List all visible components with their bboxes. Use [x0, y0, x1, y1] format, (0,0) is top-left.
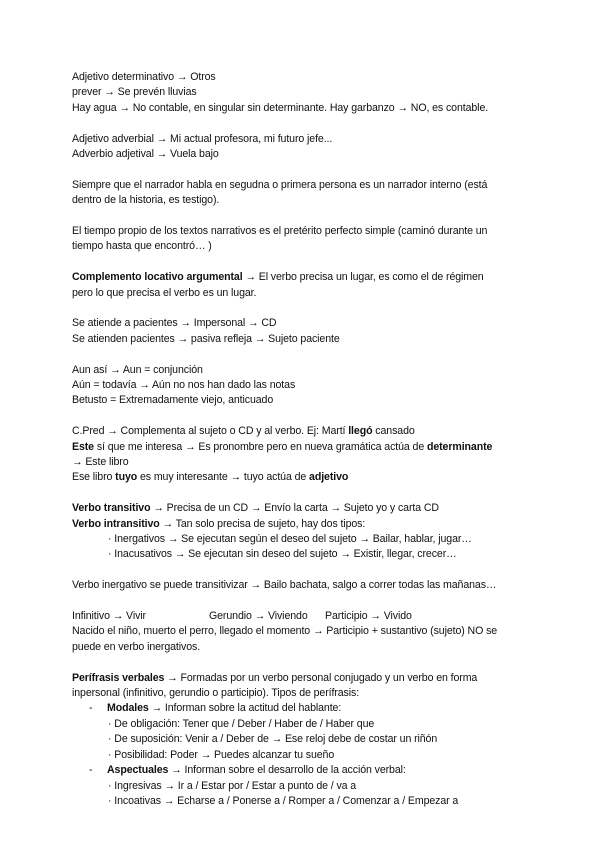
text-line: Verbo transitivo → Precisa de un CD → Envío la carta → Sujeto yo y carta CD — [72, 502, 439, 515]
bold-term: Verbo intransitivo — [72, 517, 160, 530]
text-line: Este sí que me interesa → Es pronombre pero en nueva gramática actúa de determinante — [72, 440, 493, 453]
list-item: - Modales → Informan sobre la actitud del hablante: — [72, 701, 532, 716]
text-line: · Ingresivas → Ir a / Estar por / Estar a punto de / va a — [108, 779, 357, 792]
text-line: Adverbio adjetival → Vuela bajo — [72, 148, 219, 161]
text-line: → Este libro — [72, 456, 129, 469]
text-line: Verbo intransitivo → Tan solo precisa de sujeto, hay dos tipos: — [72, 517, 366, 530]
text-line: Adjetivo adverbial → Mi actual profesora, mi futuro jefe... — [72, 132, 333, 145]
list-item: - Aspectuales → Informan sobre el desarrollo de la acción verbal: — [72, 763, 532, 778]
bold-term: Complemento locativo argumental — [72, 271, 243, 284]
text-line: prever → Se prevén lluvias — [72, 86, 197, 99]
text-line: tiempo hasta que encontró… ) — [72, 240, 212, 253]
text-line: El tiempo propio de los textos narrativos es el pretérito perfecto simple (caminó durante un — [72, 225, 488, 238]
bold-term: llegó — [348, 425, 373, 438]
text-line: Betusto = Extremadamente viejo, anticuado — [72, 394, 274, 407]
dash-bullet: - — [89, 702, 93, 715]
text-line: Verbo inergativo se puede transitivizar → Bailo bachata, salgo a correr todas las mañanas… — [72, 579, 497, 592]
text-line: Aun así → Aun = conjunción — [72, 363, 203, 376]
text-line: Perífrasis verbales → Formadas por un verbo personal conjugado y un verbo en forma — [72, 671, 478, 684]
text-line: Adjetivo determinativo → Otros — [72, 71, 216, 83]
text-line: dentro de la historia, es testigo). — [72, 194, 220, 207]
dash-bullet: - — [89, 764, 93, 777]
text-line: Se atiende a pacientes → Impersonal → CD — [72, 317, 277, 330]
text-line: · Incoativas → Echarse a / Ponerse a / Romper a / Comenzar a / Empezar a — [108, 794, 459, 807]
text-line: · Inacusativos → Se ejecutan sin deseo del sujeto → Existir, llegar, crecer… — [108, 548, 457, 561]
text-line: Se atienden pacientes → pasiva refleja → Sujeto paciente — [72, 332, 340, 345]
bold-term: Perífrasis verbales — [72, 671, 165, 684]
text-line: Complemento locativo argumental → El verbo precisa un lugar, es como el de régimen — [72, 271, 484, 284]
text-line: Nacido el niño, muerto el perro, llegado el momento → Participio + sustantivo (sujeto) NO se — [72, 625, 498, 638]
document-body — [72, 70, 532, 809]
bold-term: determinante — [426, 440, 493, 453]
text-line: pero lo que precisa el verbo es un lugar. — [72, 286, 257, 299]
bold-term: Este — [72, 440, 94, 453]
text-line: inpersonal (infinitivo, gerundio o participio). Tipos de perífrasis: — [72, 687, 360, 700]
text-line: puede en verbo inergativos. — [72, 640, 201, 653]
text-line: Ese libro tuyo es muy interesante → tuyo actúa de adjetivo — [72, 471, 349, 484]
bold-term: Aspectuales — [107, 764, 169, 777]
text-line: · De obligación: Tener que / Deber / Haber de / Haber que — [108, 717, 375, 730]
text-line: Aún = todavía → Aún no nos han dado las notas — [72, 379, 296, 392]
text-line: · De suposición: Venir a / Deber de → Ese reloj debe de costar un riñón — [108, 733, 438, 746]
text-line: Hay agua → No contable, en singular sin determinante. Hay garbanzo → NO, es contable. — [72, 101, 489, 114]
bold-term: Modales — [107, 702, 149, 715]
bold-term: adjetivo — [309, 471, 349, 484]
bold-term: Verbo transitivo — [72, 502, 151, 515]
text-line: Infinitivo → Vivir Gerundio → Viviendo Participio → Vivido — [72, 610, 412, 623]
bold-term: tuyo — [115, 471, 138, 484]
text-line: · Posibilidad: Poder → Puedes alcanzar tu sueño — [108, 748, 335, 761]
text-line: · Inergativos → Se ejecutan según el deseo del sujeto → Bailar, hablar, jugar… — [108, 533, 472, 546]
text-line: Siempre que el narrador habla en segudna o primera persona es un narrador interno (está — [72, 178, 488, 191]
text-line: C.Pred → Complementa al sujeto o CD y al verbo. Ej: Martí llegó cansado — [72, 425, 415, 438]
